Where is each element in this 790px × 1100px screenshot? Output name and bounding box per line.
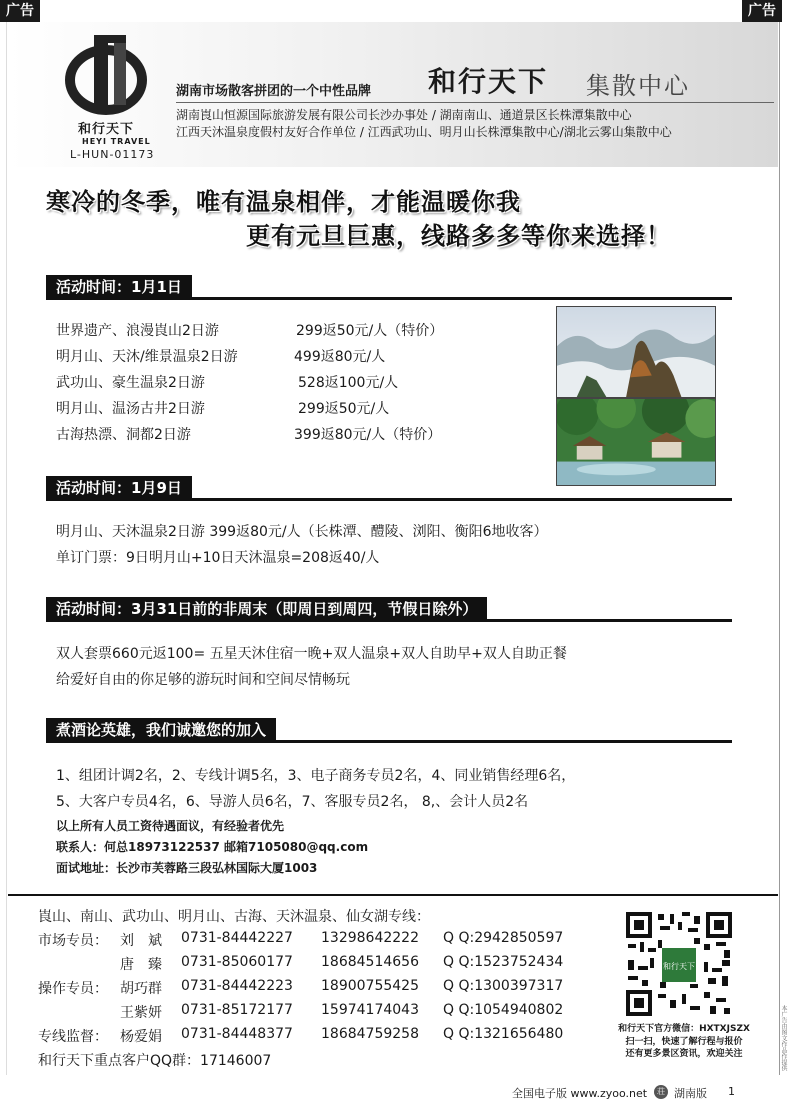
recruit-line: 5、大客户专员4名，6、导游人员6名，7、客服专员2名， 8,、会计人员2名	[56, 794, 529, 810]
footer-emblem-icon: 荘	[654, 1085, 668, 1099]
contacts-title: 崀山、南山、武功山、明月山、古海、天沐温泉、仙女湖专线：	[38, 909, 430, 925]
logo-sub-text: HEYI TRAVEL	[82, 137, 151, 146]
contact-name: 杨爱娟	[120, 1029, 162, 1045]
tour-price: 528返100元/人	[298, 375, 399, 391]
section-rule	[46, 297, 732, 300]
tour-price: 299返50元/人（特价）	[296, 323, 444, 339]
contact-qq: Q Q:1054940802	[443, 1002, 564, 1018]
contact-mobile: 18684759258	[321, 1026, 419, 1042]
contact-phone: 0731-84448377	[181, 1026, 293, 1042]
license-number: L-HUN-01173	[70, 148, 155, 161]
section-line: 明月山、天沐温泉2日游 399返80元/人（长株潭、醴陵、浏阳、衡阳6地收客）	[56, 524, 548, 540]
page-number: 1	[728, 1085, 735, 1098]
qq-group: 和行天下重点客户QQ群：17146007	[38, 1053, 272, 1069]
section-line: 双人套票660元返100= 五星天沐住宿一晚+双人温泉+双人自助早+双人自助正餐	[56, 646, 567, 662]
side-note: 本广告由图文作品作提供	[780, 1005, 787, 1071]
section-line: 给爱好自由的你足够的游玩时间和空间尽情畅玩	[56, 672, 350, 688]
contact-role: 市场专员：	[38, 933, 108, 949]
contact-role: 操作专员：	[38, 981, 108, 997]
contact-row	[38, 930, 598, 950]
contact-mobile: 13298642222	[321, 930, 419, 946]
contact-qq: Q Q:2942850597	[443, 930, 564, 946]
qr-caption-scan: 扫一扫，快速了解行程与报价	[625, 1037, 743, 1047]
brand-tagline: 湖南市场散客拼团的一个中性品牌	[176, 84, 372, 99]
ad-label-right: 广告	[742, 0, 782, 22]
tour-route: 古海热漂、洞都2日游	[56, 427, 191, 443]
tour-route: 明月山、天沐/维景温泉2日游	[56, 349, 238, 365]
section-rule	[46, 619, 732, 622]
qr-caption-wechat: 和行天下官方微信：HXTXJSZX	[618, 1024, 750, 1034]
tour-row	[56, 398, 390, 418]
recruit-address: 面试地址：长沙市芙蓉路三段弘林国际大厦1003	[56, 861, 318, 875]
tour-row	[56, 346, 386, 366]
slogan-line-2: 更有元旦巨惠，线路多多等你来选择！	[246, 222, 671, 250]
footer-divider	[8, 894, 778, 896]
contact-row	[38, 1002, 598, 1022]
contact-name: 唐 臻	[120, 957, 162, 973]
tour-price: 399返80元/人（特价）	[294, 427, 442, 443]
contact-qq: Q Q:1523752434	[443, 954, 564, 970]
tour-row	[56, 320, 444, 340]
contact-row	[38, 1026, 598, 1046]
recruit-note: 以上所有人员工资待遇面议，有经验者优先	[56, 819, 285, 833]
mountain-photo	[556, 306, 716, 398]
contact-phone: 0731-85172177	[181, 1002, 293, 1018]
slogan-line-1: 寒冷的冬季，唯有温泉相伴，才能温暖你我	[46, 188, 521, 216]
section-rule	[46, 740, 732, 743]
hot-spring-photo	[556, 398, 716, 486]
contact-row	[38, 954, 598, 974]
contact-row	[38, 978, 598, 998]
ad-label-left: 广告	[0, 0, 40, 22]
company-info-line-1: 湖南崀山恒源国际旅游发展有限公司长沙办事处 / 湖南南山、通道景区长株潭集散中心	[176, 108, 632, 122]
wechat-qr-code	[624, 910, 734, 1018]
section-title-jan9: 活动时间：1月9日	[46, 476, 192, 500]
header-divider	[176, 102, 774, 103]
section-title-jan1: 活动时间：1月1日	[46, 275, 192, 299]
contact-mobile: 18684514656	[321, 954, 419, 970]
contact-name: 王紫妍	[120, 1005, 162, 1021]
recruit-contact: 联系人：何总18973122537 邮箱7105080@qq.com	[56, 840, 369, 854]
recruit-line: 1、组团计调2名，2、专线计调5名，3、电子商务专员2名，4、同业销售经理6名，	[56, 768, 576, 784]
section-title-recruit: 煮酒论英雄，我们诚邀您的加入	[46, 718, 276, 742]
tour-row	[56, 372, 399, 392]
company-info-line-2: 江西天沐温泉度假村友好合作单位 / 江西武功山、明月山长株潭集散中心/湖北云雾山集散中心	[176, 125, 672, 139]
tour-route: 明月山、温汤古井2日游	[56, 401, 205, 417]
contact-name: 刘 斌	[120, 933, 162, 949]
contact-role: 专线监督：	[38, 1029, 108, 1045]
contact-phone: 0731-84442227	[181, 930, 293, 946]
section-title-march: 活动时间：3月31日前的非周末（即周日到周四，节假日除外）	[46, 597, 487, 621]
footer-edition: 湖南版	[674, 1087, 707, 1100]
qr-center-label: 和行天下	[663, 962, 695, 971]
brand-name: 和行天下	[428, 65, 549, 98]
section-rule	[46, 498, 732, 501]
qr-caption-follow: 还有更多景区资讯，欢迎关注	[625, 1049, 743, 1059]
tour-route: 武功山、豪生温泉2日游	[56, 375, 205, 391]
contact-qq: Q Q:1300397317	[443, 978, 564, 994]
tour-row	[56, 424, 442, 444]
brand-center-name: 集散中心	[586, 72, 690, 100]
contact-qq: Q Q:1321656480	[443, 1026, 564, 1042]
footer-site: 全国电子版 www.zyoo.net	[512, 1087, 648, 1100]
contact-phone: 0731-85060177	[181, 954, 293, 970]
tour-route: 世界遗产、浪漫崀山2日游	[56, 323, 219, 339]
logo-brand-text: 和行天下	[78, 122, 135, 137]
contact-name: 胡巧群	[120, 981, 162, 997]
contact-mobile: 15974174043	[321, 1002, 419, 1018]
tour-price: 299返50元/人	[298, 401, 390, 417]
tour-price: 499返80元/人	[294, 349, 386, 365]
contact-phone: 0731-84442223	[181, 978, 293, 994]
company-logo	[64, 30, 154, 120]
contact-mobile: 18900755425	[321, 978, 419, 994]
section-line: 单订门票：9日明月山+10日天沐温泉=208返40/人	[56, 550, 380, 566]
